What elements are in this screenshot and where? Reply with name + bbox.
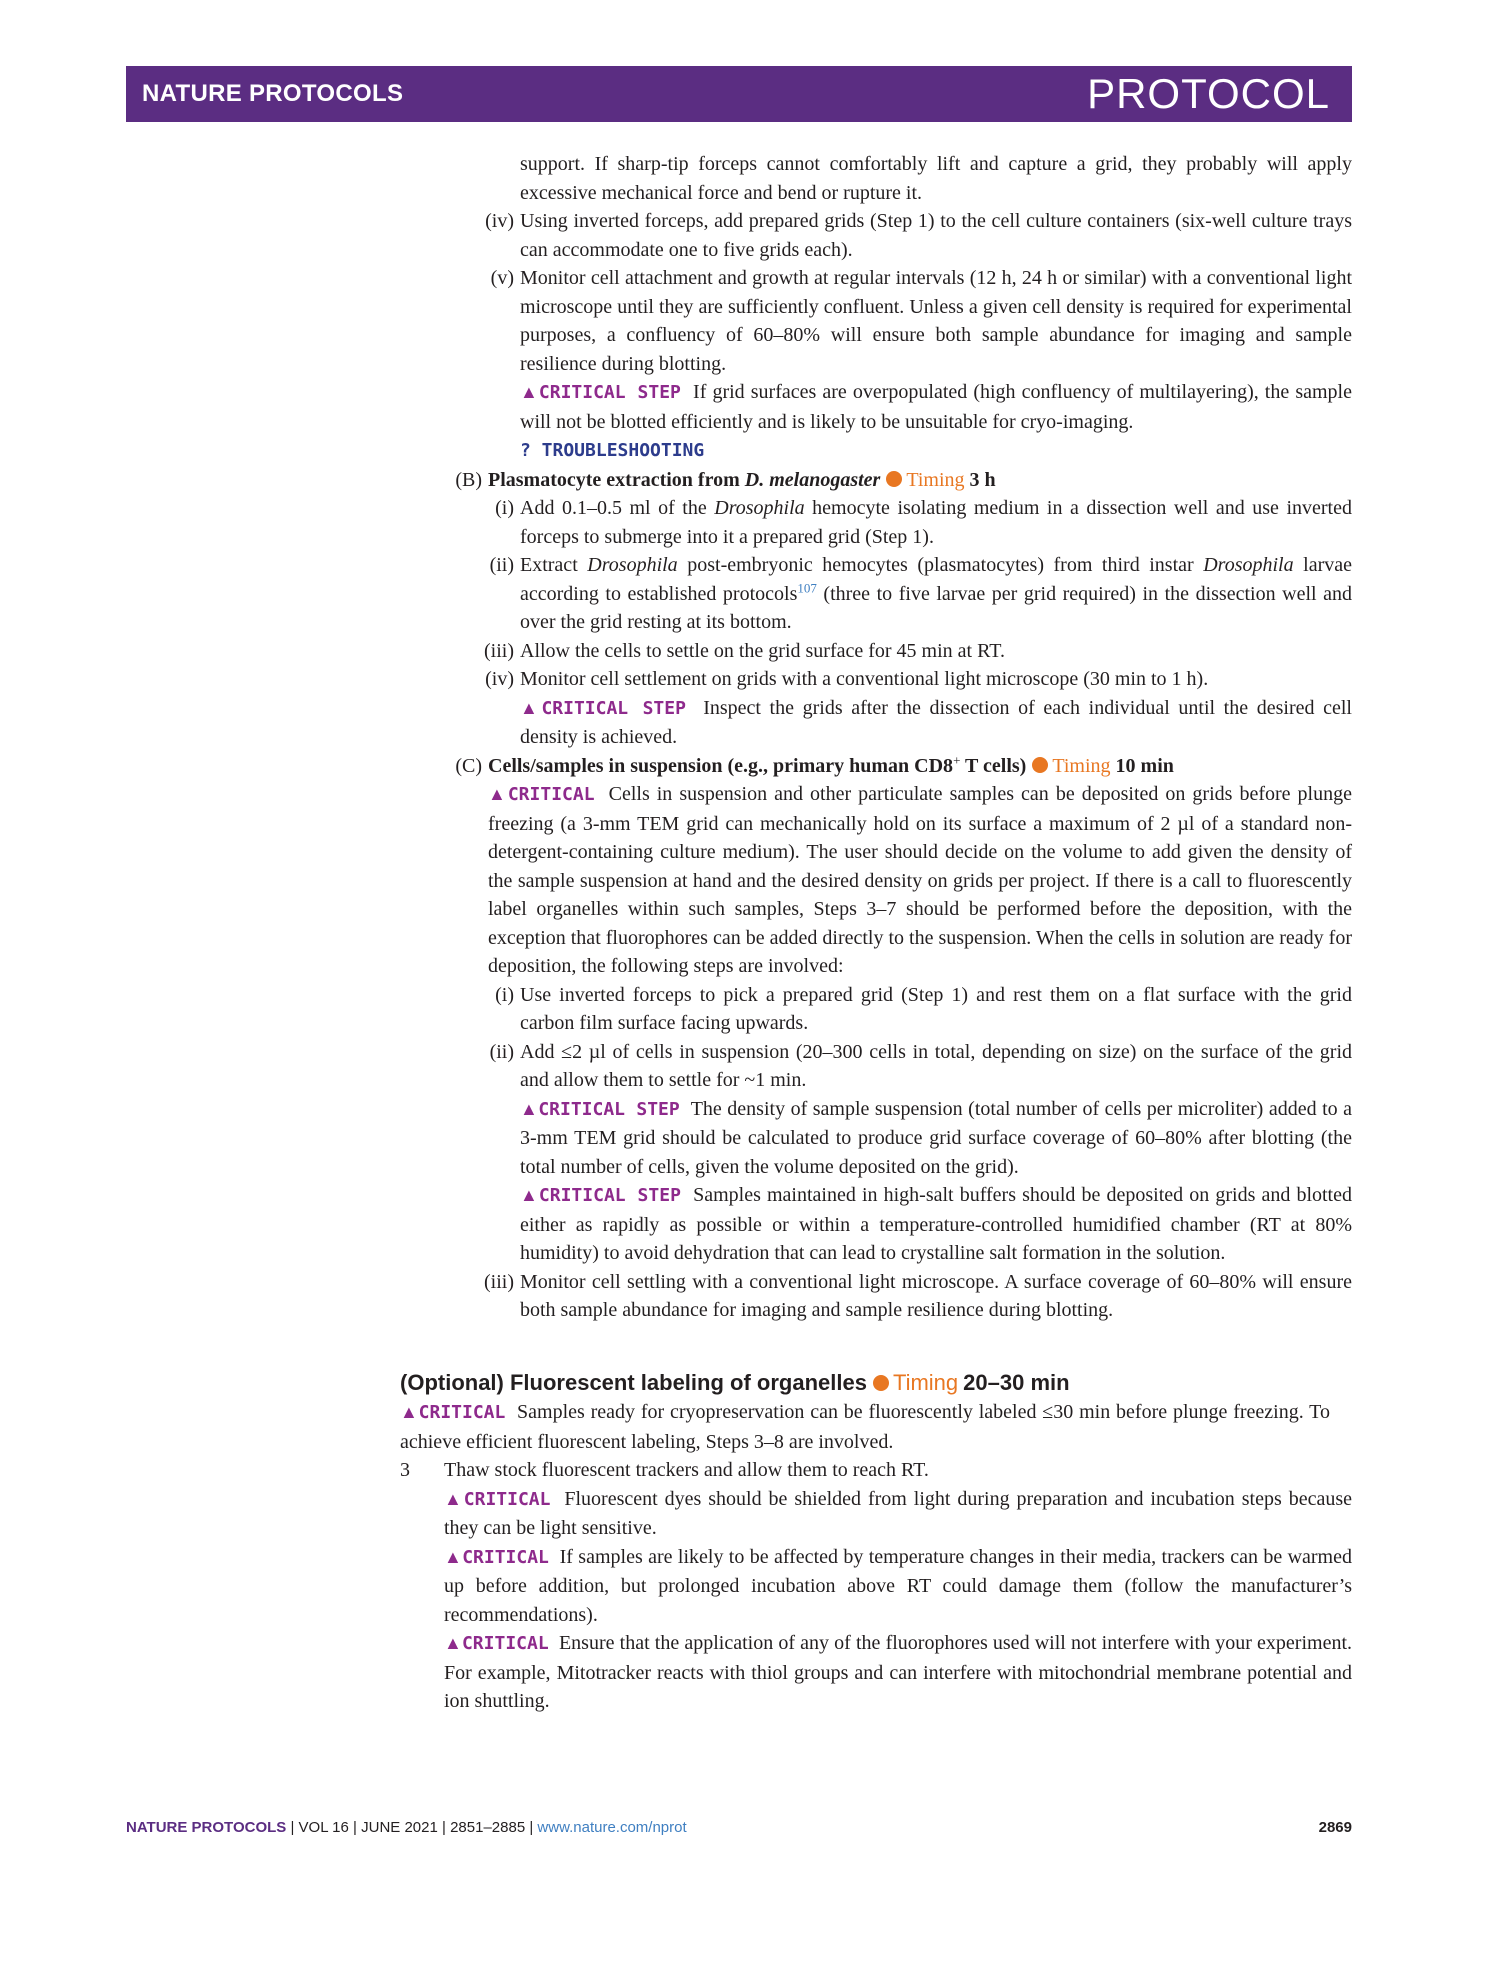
critical-tag: CRITICAL (463, 1488, 551, 1510)
step-label: (i) (495, 983, 514, 1006)
step-3: 3 Thaw stock fluorescent trackers and allow them to reach RT. (444, 1456, 1352, 1485)
critical-triangle-icon: ▲ (520, 697, 542, 718)
step-label: (ii) (489, 554, 514, 576)
critical-triangle-icon: ▲ (520, 1098, 539, 1119)
journal-name: NATURE PROTOCOLS (142, 80, 404, 107)
c-step-ii-critical-1: ▲CRITICAL STEP The density of sample suspension (total number of cells per microliter) added to a 3-mm TEM grid should be calculated to produce grid surface coverage of 60–80% after blotting (the total number of cells, given the volume deposited on the grid). (520, 1097, 1352, 1178)
c-step-ii: (ii) Add ≤2 µl of cells in suspension (20–300 cells in total, depending on size) on the surface of the grid and allow them to settle for ~1 min. (520, 1038, 1352, 1095)
step-label: (iii) (484, 639, 514, 662)
c-step-i: (i) Use inverted forceps to pick a prepared grid (Step 1) and rest them on a flat surface with the grid carbon film surface facing upwards. (520, 981, 1352, 1038)
critical-triangle-icon: ▲ (444, 1633, 462, 1653)
critical-triangle-icon: ▲ (444, 1546, 463, 1567)
critical-triangle-icon: ▲ (488, 784, 508, 804)
b-step-iv-critical: ▲CRITICAL STEP Inspect the grids after the dissection of each individual until the desired cell density is achieved. (520, 696, 1352, 748)
timing-dot-icon (873, 1375, 889, 1391)
footer-citation: NATURE PROTOCOLS | VOL 16 | JUNE 2021 | 2851–2885 | www.nature.com/nprot (126, 1819, 687, 1836)
b-step-i: (i) Add 0.1–0.5 ml of the Drosophila hemocyte isolating medium in a dissection well and use inverted forceps to submerge into it a prepared grid (Step 1). (520, 494, 1352, 551)
step-3-critical-1: ▲CRITICAL Fluorescent dyes should be shielded from light during preparation and incubation steps because they can be light sensitive. (444, 1487, 1352, 1539)
optional-critical: ▲CRITICAL Samples ready for cryopreservation can be fluorescently labeled ≤30 min before plunge freezing. To achieve efficient fluorescent labeling, Steps 3–8 are involved. (400, 1401, 1330, 1453)
a-step-v: (v) Monitor cell attachment and growth at regular intervals (12 h, 24 h or similar) with a conventional light microscope until they are sufficiently confluent. Unless a given cell density is required for experimental purposes, a confluency of 60–80% will ensure both sample abundance for imaging and sample resilience during blotting. (520, 264, 1352, 378)
critical-triangle-icon: ▲ (520, 1185, 539, 1205)
step-label: (iv) (485, 668, 514, 690)
critical-tag: CRITICAL (418, 1402, 506, 1423)
journal-url-link[interactable]: www.nature.com/nprot (537, 1819, 687, 1836)
step-label: (i) (495, 497, 514, 519)
timing-label: Timing (892, 1369, 959, 1395)
step-label: (ii) (489, 1040, 514, 1063)
section-label: (B) (455, 468, 482, 491)
critical-step-tag: CRITICAL STEP (538, 1185, 681, 1206)
timing-label: Timing (1052, 754, 1111, 777)
step-label: (v) (490, 267, 514, 289)
reference-link[interactable]: 107 (797, 579, 817, 595)
critical-step-tag: CRITICAL STEP (538, 1098, 680, 1120)
c-heading: (C) Cells/samples in suspension (e.g., primary human CD8+ T cells) Timing 10 min (488, 752, 1352, 781)
timing-dot-icon (1032, 757, 1048, 773)
b-step-iii: (iii) Allow the cells to settle on the grid surface for 45 min at RT. (520, 637, 1352, 666)
step-label: (iii) (484, 1270, 514, 1293)
a-step-iv: (iv) Using inverted forceps, add prepared grids (Step 1) to the cell culture containers (six-well culture trays can accommodate one to five grids each). (520, 207, 1352, 264)
c-step-ii-critical-2: ▲CRITICAL STEP Samples maintained in high-salt buffers should be deposited on grids and blotted either as rapidly as possible or within a temperature-controlled humidified chamber (RT at 80% humidity) to avoid dehydration that can lead to crystalline salt formation in the solution. (520, 1184, 1352, 1264)
page-number: 2869 (1318, 1819, 1352, 1836)
timing-label: Timing (906, 468, 965, 491)
a-step-v-critical: ▲CRITICAL STEP If grid surfaces are overpopulated (high confluency of multilayering), the sample will not be blotted efficiently and is likely to be unsuitable for cryo-imaging. (520, 381, 1352, 433)
critical-tag: CRITICAL (461, 1633, 549, 1654)
c-step-iii: (iii) Monitor cell settling with a conventional light microscope. A surface coverage of 60–80% will ensure both sample abundance for imaging and sample resilience during blotting. (520, 1268, 1352, 1325)
section-label: (C) (455, 754, 482, 777)
critical-step-tag: CRITICAL STEP (538, 382, 681, 403)
critical-tag: CRITICAL (462, 1546, 549, 1568)
step-number: 3 (400, 1459, 410, 1481)
timing-dot-icon (886, 471, 902, 487)
b-step-ii: (ii) Extract Drosophila post-embryonic hemocytes (plasmatocytes) from third instar Drosophila larvae according to established protocols$^{107}$ (three to five larvae per grid required) in the dissection well and over the grid resting at its bottom. (520, 551, 1352, 637)
c-critical: ▲CRITICAL Cells in suspension and other particulate samples can be deposited on grids before plunge freezing (a 3-mm TEM grid can mechanically hold on its surface a maximum of 2 µl of a standard non-detergent-containing culture medium). The user should decide on the volume to add given the density of the sample suspension at hand and the desired density on grids per project. If there is a call to fluorescently label organelles within such samples, Steps 3–7 should be performed before the deposition, with the exception that fluorophores can be added directly to the suspension. When the cells in solution are ready for deposition, the following steps are involved: (488, 783, 1352, 977)
troubleshooting-link[interactable]: ? TROUBLESHOOTING (520, 440, 705, 461)
critical-triangle-icon: ▲ (520, 382, 539, 402)
article-type: PROTOCOL (1087, 70, 1330, 117)
step-3-critical-2: ▲CRITICAL If samples are likely to be affected by temperature changes in their media, trackers can be warmed up before addition, but prolonged incubation above RT could damage them (follow the manufacturer’s recommendations). (444, 1545, 1352, 1626)
step-label: (iv) (485, 210, 514, 232)
optional-heading: (Optional) Fluorescent labeling of organelles Timing 20–30 min (400, 1369, 1070, 1395)
a-iii-continuation: support. If sharp-tip forceps cannot comfortably lift and capture a grid, they probably will apply excessive mechanical force and bend or rupture it. (520, 153, 1352, 204)
critical-triangle-icon: ▲ (444, 1488, 464, 1509)
critical-tag: CRITICAL (507, 784, 595, 805)
step-3-critical-3: ▲CRITICAL Ensure that the application of any of the fluorophores used will not interfere with your experiment. For example, Mitotracker reacts with thiol groups and can interfere with mitochondrial membrane potential and ion shuttling. (444, 1632, 1352, 1712)
critical-step-tag: CRITICAL STEP (541, 697, 686, 719)
journal-header-bar (126, 66, 1352, 122)
b-step-iv: (iv) Monitor cell settlement on grids with a conventional light microscope (30 min to 1 h). (520, 665, 1352, 694)
critical-triangle-icon: ▲ (400, 1402, 419, 1422)
page-body (0, 150, 1489, 1716)
b-heading: (B) Plasmatocyte extraction from D. melanogaster Timing 3 h (488, 466, 1352, 495)
